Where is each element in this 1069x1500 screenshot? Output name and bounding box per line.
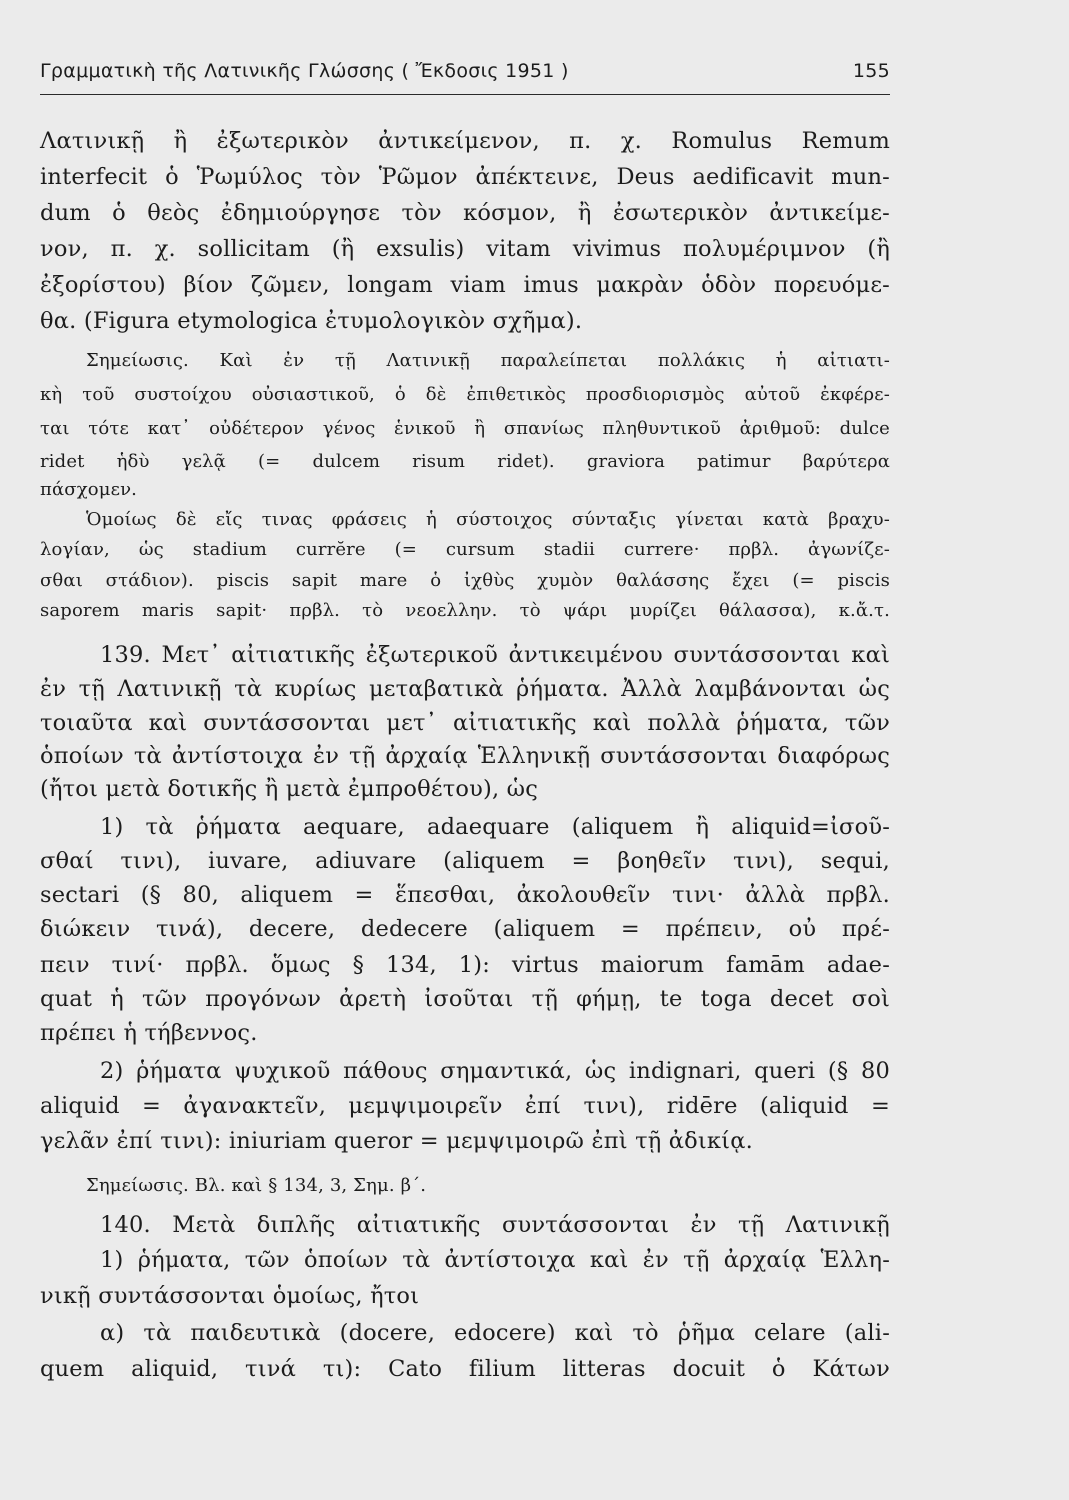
text-line: 1) τὰ ῥήματα aequare, adaequare (aliquem ἢ aliquid=ἰσοῦ- [100, 814, 890, 840]
text-line: ἐξορίστου) βίον ζῶμεν, longam viam imus μακρὰν ὁδὸν πορευόμε- [40, 272, 890, 298]
note-line: κὴ τοῦ συστοίχου οὐσιαστικοῦ, ὁ δὲ ἐπιθετικὸς προσδιορισμὸς αὐτοῦ ἐκφέρε- [40, 384, 890, 405]
text-line: aliquid = ἀγανακτεῖν, μεμψιμοιρεῖν ἐπί τινι), ridēre (aliquid = [40, 1093, 890, 1119]
text-line: πειν τινί· πρβλ. ὅμως § 134, 1): virtus maiorum famām adae- [40, 952, 890, 978]
note-line: πάσχομεν. [40, 479, 138, 500]
text-line: (ἤτοι μετὰ δοτικῆς ἢ μετὰ ἐμπροθέτου), ὡς [40, 776, 539, 802]
note-line: Σημείωσις. Βλ. καὶ § 134, 3, Σημ. β΄. [86, 1175, 427, 1196]
note-line: ται τότε κατ᾽ οὐδέτερον γένος ἑνικοῦ ἢ σπανίως πληθυντικοῦ ἀριθμοῦ: dulce [40, 418, 890, 439]
text-line: νον, π. χ. sollicitam (ἢ exsulis) vitam vivimus πολυμέριμνον (ἢ [40, 236, 890, 262]
text-line: α) τὰ παιδευτικὰ (docere, edocere) καὶ τὸ ῥῆμα celare (ali- [100, 1320, 890, 1346]
text-line: dum ὁ θεὸς ἐδημιούργησε τὸν κόσμον, ἢ ἐσωτερικὸν ἀντικείμε- [40, 200, 890, 226]
text-line: 139. Μετ᾽ αἰτιατικῆς ἐξωτερικοῦ ἀντικειμένου συντάσσονται καὶ [100, 642, 890, 668]
text-line: θα. (Figura etymologica ἐτυμολογικὸν σχῆμα). [40, 308, 583, 334]
text-line: interfecit ὁ Ῥωμύλος τὸν Ῥῶμον ἀπέκτεινε, Deus aedificavit mun- [40, 164, 890, 190]
running-header [40, 60, 890, 90]
text-line: 140. Μετὰ διπλῆς αἰτιατικῆς συντάσσονται ἐν τῇ Λατινικῇ [100, 1212, 890, 1238]
text-line: πρέπει ἡ τήβεννος. [40, 1020, 258, 1046]
text-line: ὁποίων τὰ ἀντίστοιχα ἐν τῇ ἀρχαίᾳ Ἑλληνικῇ συντάσσονται διαφόρως [40, 743, 890, 769]
note-line: Ὁμοίως δὲ εἴς τινας φράσεις ἡ σύστοιχος σύνταξις γίνεται κατὰ βραχυ- [86, 509, 890, 530]
page-number: 155 [852, 60, 890, 82]
note-line: σθαι στάδιον). piscis sapit mare ὁ ἰχθὺς χυμὸν θαλάσσης ἔχει (= piscis [40, 570, 890, 591]
text-line: 1) ῥήματα, τῶν ὁποίων τὰ ἀντίστοιχα καὶ ἐν τῇ ἀρχαίᾳ Ἑλλη- [100, 1247, 890, 1273]
note-line: λογίαν, ὡς stadium currĕre (= cursum stadii currere· πρβλ. ἀγωνίζε- [40, 539, 890, 560]
text-line: Λατινικῇ ἢ ἐξωτερικὸν ἀντικείμενον, π. χ. Romulus Remum [40, 128, 890, 154]
page [40, 0, 890, 1500]
text-line: διώκειν τινά), decere, dedecere (aliquem = πρέπειν, οὐ πρέ- [40, 916, 890, 942]
text-line: γελᾶν ἐπί τινι): iniuriam queror = μεμψιμοιρῶ ἐπὶ τῇ ἀδικίᾳ. [40, 1128, 753, 1154]
note-line: Σημείωσις. Καὶ ἐν τῇ Λατινικῇ παραλείπεται πολλάκις ἡ αἰτιατι- [86, 350, 890, 371]
note-line: saporem maris sapit· πρβλ. τὸ νεοελλην. τὸ ψάρι μυρίζει θάλασσα), κ.ἄ.τ. [40, 600, 890, 621]
text-line: 2) ῥήματα ψυχικοῦ πάθους σημαντικά, ὡς indignari, queri (§ 80 [100, 1058, 890, 1084]
text-line: σθαί τινι), iuvare, adiuvare (aliquem = βοηθεῖν τινι), sequi, [40, 848, 890, 874]
text-line: quat ἡ τῶν προγόνων ἀρετὴ ἰσοῦται τῇ φήμῃ, te toga decet σοὶ [40, 986, 890, 1012]
text-line: νικῇ συντάσσονται ὁμοίως, ἤτοι [40, 1283, 420, 1309]
text-line: ἐν τῇ Λατινικῇ τὰ κυρίως μεταβατικὰ ῥήματα. Ἀλλὰ λαμβάνονται ὡς [40, 676, 890, 702]
text-line: sectari (§ 80, aliquem = ἕπεσθαι, ἀκολουθεῖν τινι· ἀλλὰ πρβλ. [40, 882, 890, 908]
note-line: ridet ἡδὺ γελᾷ (= dulcem risum ridet). graviora patimur βαρύτερα [40, 451, 890, 472]
text-line: quem aliquid, τινά τι): Cato filium litteras docuit ὁ Κάτων [40, 1356, 890, 1382]
header-rule [40, 94, 890, 95]
running-header-title: Γραμματικὴ τῆς Λατινικῆς Γλώσσης ( Ἔκδοσις 1951 ) [40, 60, 569, 82]
text-line: τοιαῦτα καὶ συντάσσονται μετ᾽ αἰτιατικῆς καὶ πολλὰ ῥήματα, τῶν [40, 710, 890, 736]
